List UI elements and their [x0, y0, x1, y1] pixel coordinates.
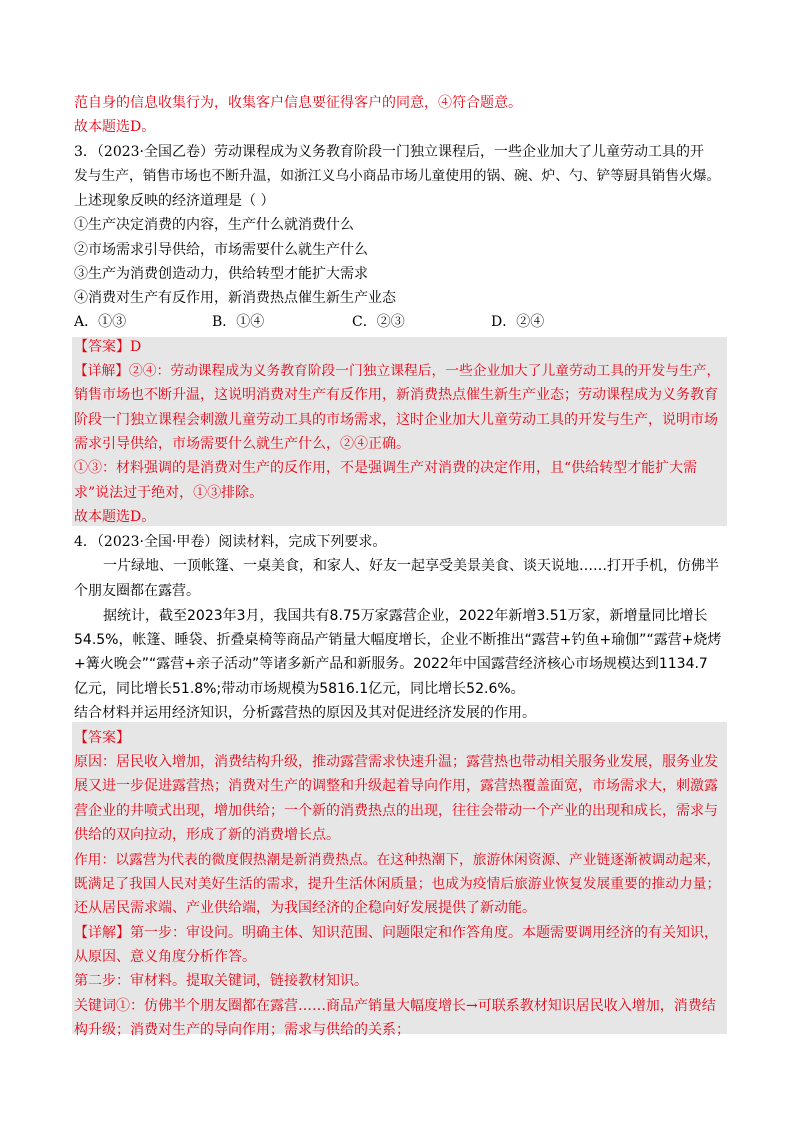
- q4-answer-line-6: 既满足了我国人民对美好生活的需求，提升生活休闲质量；也成为疫情后旅游业恢复发展重要的推动力量；: [74, 876, 721, 892]
- q4-answer-line-1: 原因：居民收入增加，消费结构升级，推动露营需求快速升温；露营热也带动相关服务业发展，服务业发: [74, 754, 718, 770]
- q3-stem-line-2: 发与生产，销售市场也不断升温，如浙江义乌小商品市场儿童使用的锅、碗、炉、勺、铲等厨具销售火爆。: [74, 168, 721, 184]
- q3-statement-4: ④消费对生产有反作用，新消费热点催生新生产业态: [74, 290, 396, 306]
- q4-answer-line-3: 营企业的井喷式出现，增加供给；一个新的消费热点的出现，往往会带动一个产业的出现和成长，需求与: [74, 803, 718, 819]
- q4-task: 结合材料并运用经济知识，分析露营热的原因及其对促进经济发展的作用。: [74, 705, 536, 721]
- q3-stem-line-1: 3．（2023·全国乙卷）劳动课程成为义务教育阶段一门独立课程后，一些企业加大了儿童劳动工具的开: [74, 144, 704, 160]
- q3-statement-2: ②市场需求引导供给，市场需要什么就生产什么: [74, 242, 368, 258]
- prev-analysis-line: 范自身的信息收集行为，收集客户信息要征得客户的同意，④符合题意。: [74, 95, 522, 111]
- q4-analysis-line-2: 从原因、意义角度分析作答。: [74, 949, 256, 965]
- q4-answer-line-7: 还从居民需求端、产业供给端，为我国经济的企稳向好发展提供了新动能。: [74, 900, 536, 916]
- q3-statement-1: ①生产决定消费的内容，生产什么就消费什么: [74, 217, 354, 233]
- q3-answer: 【答案】D: [74, 339, 142, 355]
- q4-stem: 4．（2023·全国·甲卷）阅读材料，完成下列要求。: [74, 534, 387, 550]
- q3-analysis-line-4: 需求引导供给，市场需要什么就生产什么，②④正确。: [74, 436, 410, 452]
- q3-option-a: A．①③: [74, 314, 127, 330]
- q3-stem-line-3: 上述现象反映的经济道理是（ ）: [74, 193, 275, 209]
- q4-material-line-4: 54.5%，帐篷、睡袋、折叠桌椅等商品产销量大幅度增长，企业不断推出“露营+钓鱼+瑜伽”“露营+烧烤: [74, 632, 722, 648]
- q3-analysis-line-5: ①③：材料强调的是消费对生产的反作用，不是强调生产对消费的决定作用，且“供给转型才能扩大需: [74, 460, 698, 476]
- q4-material-line-3: 据统计，截至2023年3月，我国共有8.75万家露营企业，2022年新增3.51万家，新增量同比增长: [103, 608, 708, 624]
- q4-material-line-5: +篝火晚会”“露营+亲子活动”等诸多新产品和新服务。2022年中国露营经济核心市场规模达到1134.7: [74, 656, 708, 672]
- q4-material-line-1: 一片绿地、一顶帐篷、一桌美食，和家人、好友一起享受美景美食、谈天说地……打开手机，仿佛半: [103, 558, 719, 574]
- q4-analysis-line-5: 构升级；消费对生产的导向作用；需求与供给的关系；: [74, 1022, 410, 1038]
- q3-option-b: B．①④: [212, 314, 265, 330]
- q4-answer-line-5: 作用：以露营为代表的微度假热潮是新消费热点。在这种热潮下，旅游休闲资源、产业链逐渐被调动起来，: [74, 852, 721, 868]
- q4-analysis-line-1: 【详解】第一步：审设问。明确主体、知识范围、问题限定和作答角度。本题需要调用经济的有关知识，: [74, 925, 718, 941]
- q3-option-c: C．②③: [352, 314, 405, 330]
- q3-options-row: [74, 312, 634, 332]
- q4-answer-line-4: 供给的双向拉动，形成了新的消费增长点。: [74, 827, 340, 843]
- q3-analysis-line-7: 故本题选D。: [74, 509, 156, 525]
- q4-analysis-line-4: 关键词①：仿佛半个朋友圈都在露营……商品产销量大幅度增长→可联系教材知识居民收入增加，消费结: [74, 998, 716, 1014]
- q3-analysis-line-3: 阶段一门独立课程会刺激儿童劳动工具的市场需求，这时企业加大儿童劳动工具的开发与生产，说明市场: [74, 412, 718, 428]
- q4-answer-label: 【答案】: [74, 730, 130, 746]
- q4-analysis-line-3: 第二步：审材料。提取关键词，链接教材知识。: [74, 973, 368, 989]
- q4-material-line-6: 亿元，同比增长51.8%;带动市场规模为5816.1亿元，同比增长52.6%。: [74, 681, 525, 697]
- q3-option-d: D．②④: [491, 314, 545, 330]
- prev-conclusion-line: 故本题选D。: [74, 119, 156, 135]
- q4-material-line-2: 个朋友圈都在露营。: [74, 583, 200, 599]
- q3-analysis-line-2: 销售市场也不断升温，这说明消费对生产有反作用，新消费热点催生新生产业态；劳动课程成为义务教育: [74, 387, 718, 403]
- q3-analysis-line-6: 求”说法过于绝对，①③排除。: [74, 485, 264, 501]
- q4-answer-line-2: 展又进一步促进露营热；消费对生产的调整和升级起着导向作用，露营热覆盖面宽，市场需求大，刺激露: [74, 778, 718, 794]
- q3-statement-3: ③生产为消费创造动力，供给转型才能扩大需求: [74, 266, 368, 282]
- q3-analysis-line-1: 【详解】②④：劳动课程成为义务教育阶段一门独立课程后，一些企业加大了儿童劳动工具的开发与生产，: [74, 363, 721, 379]
